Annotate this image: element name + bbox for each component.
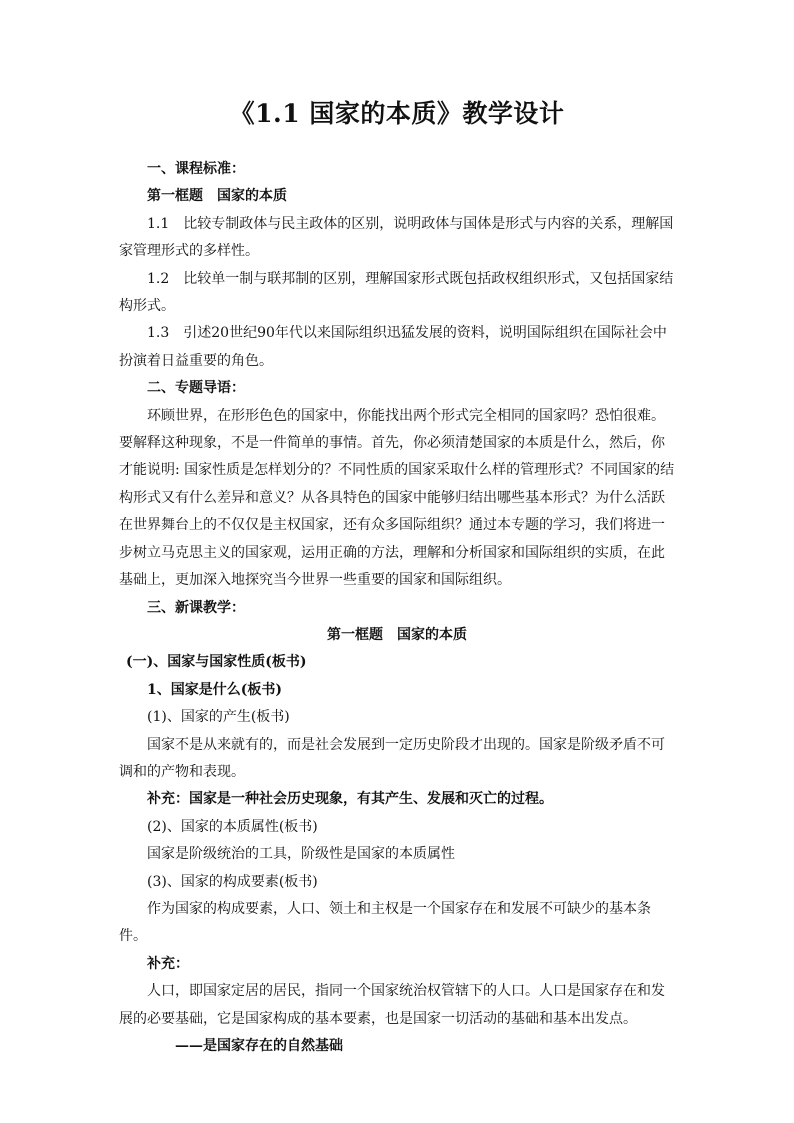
lesson-point-elements: (3)、国家的构成要素(板书): [147, 873, 318, 890]
lesson-part-1: (一)、国家与国家性质(板书): [126, 654, 307, 671]
lesson-text-origin: 国家不是从来就有的，而是社会发展到一定历史阶段才出现的。国家是阶级矛盾不可调和的产物和表现。: [119, 736, 665, 780]
population-paragraph: 人口，即国家定居的居民，指同一个国家统治权管辖下的人口。人口是国家存在和发展的必要基础，它是国家构成的基本要素，也是国家一切活动的基础和基本出发点。: [119, 983, 665, 1027]
lesson-question-1: 1、国家是什么(板书): [147, 681, 282, 698]
lesson-center-title: 第一框题 国家的本质: [327, 626, 467, 643]
section-heading-intro: 二、专题导语：: [147, 380, 245, 397]
supplement-1: 补充：国家是一种社会历史现象，有其产生、发展和灭亡的过程。: [147, 791, 553, 808]
intro-paragraph: 环顾世界，在形形色色的国家中，你能找出两个形式完全相同的国家吗？恐怕很难。要解释这种现象，不是一件简单的事情。首先，你必须清楚国家的本质是什么，然后，你才能说明: 国家性质是怎样划分的？不同性质的国家采取什么样的管理形式？不同国家的结构形式又有什么差异和意义？从各具特色的国家中能够归结出哪些基本形式？为什么活跃在世界舞台上的不仅仅是主权国家，还有众多国际组织？通过本专题的学习，我们将进一步树立马克思主义的国家观，运用正确的方法，理解和分析国家和国际组织的实质，在此基础上，更加深入地探究当今世界一些重要的国家和国际组织。: [119, 407, 675, 589]
curriculum-item-2: 1.2 比较单一制与联邦制的区别，理解国家形式既包括政权组织形式，又包括国家结构形式。: [119, 270, 674, 315]
lesson-text-elements: 作为国家的构成要素，人口、领土和主权是一个国家存在和发展不可缺少的基本条件。: [119, 900, 651, 945]
section-heading-new-lesson: 三、新课教学：: [147, 599, 245, 616]
natural-basis-line: ——是国家存在的自然基础: [175, 1038, 343, 1054]
supplement-2: 补充：: [147, 955, 189, 972]
document-body: [119, 94, 675, 1060]
section-heading-curriculum: 一、课程标准：: [147, 161, 245, 177]
lesson-point-origin: (1)、国家的产生(板书): [147, 709, 290, 726]
document-title: 《1.1 国家的本质》教学设计: [229, 99, 565, 128]
subheading-first-frame: 第一框题 国家的本质: [147, 188, 287, 205]
lesson-point-essence: (2)、国家的本质属性(板书): [147, 818, 318, 835]
curriculum-item-3: 1.3 引述20世纪90年代以来国际组织迅猛发展的资料，说明国际组织在国际社会中扮演着日益重要的角色。: [119, 325, 667, 369]
lesson-text-essence: 国家是阶级统治的工具，阶级性是国家的本质属性: [147, 846, 455, 863]
curriculum-item-1: 1.1 比较专制政体与民主政体的区别，说明政体与国体是形式与内容的关系，理解国家管理形式的多样性。: [119, 215, 674, 260]
